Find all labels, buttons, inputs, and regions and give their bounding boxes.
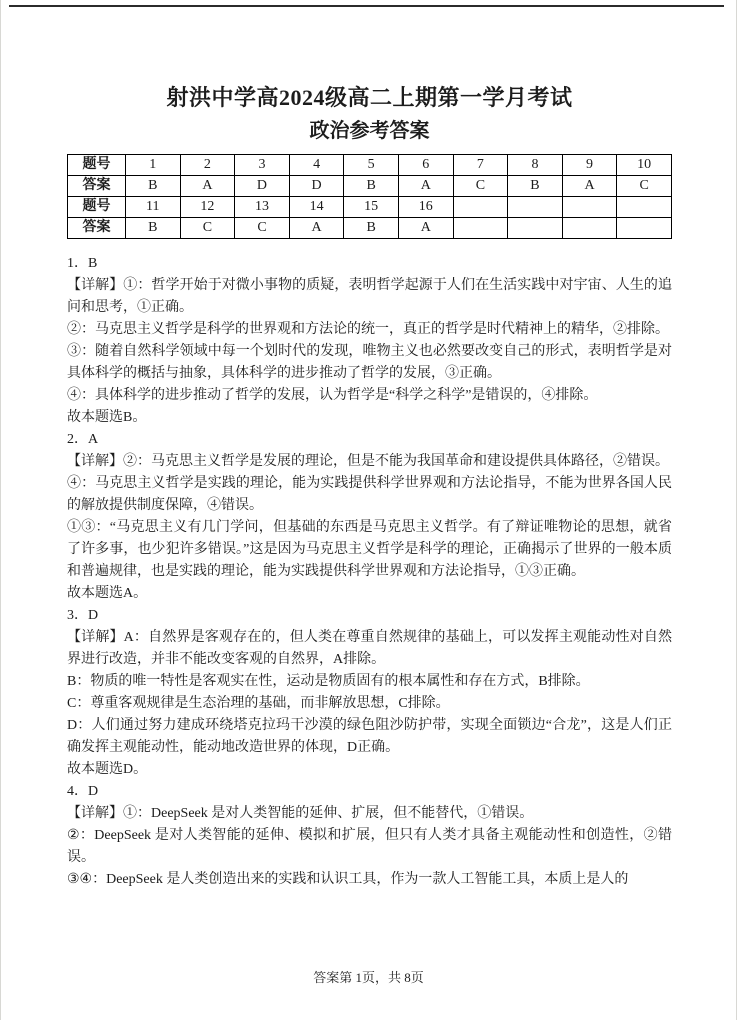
explanation-paragraph: ②：DeepSeek 是对人类智能的延伸、模拟和扩展，但只有人类才具备主观能动性和创造性，②错误。: [67, 828, 672, 865]
explanation-paragraph: D：人们通过努力建成环绕塔克拉玛干沙漠的绿色阻沙防护带，实现全面锁边“合龙”，这是人们正确发挥主观能动性，能动地改造世界的体现，D正确。: [67, 718, 672, 755]
explanation-paragraph: 【详解】①：哲学开始于对微小事物的质疑，表明哲学起源于人们在生活实践中对宇宙、人生的追问和思考，①正确。: [67, 278, 672, 315]
answer-row-label: 题号: [68, 155, 126, 176]
answer-table-row: [68, 218, 672, 239]
answer-cell: 10: [617, 155, 672, 176]
answer-cell: A: [289, 218, 344, 239]
answer-cell: 15: [344, 197, 399, 218]
answer-cell: [562, 218, 617, 239]
answer-cell: 2: [180, 155, 235, 176]
answer-cell: 9: [562, 155, 617, 176]
answer-row-label: 答案: [68, 176, 126, 197]
answer-cell: 14: [289, 197, 344, 218]
answer-cell: D: [235, 176, 290, 197]
answer-cell: [508, 218, 563, 239]
answer-cell: C: [617, 176, 672, 197]
answer-cell: A: [562, 176, 617, 197]
explanation-paragraph: ③④：DeepSeek 是人类创造出来的实践和认识工具，作为一款人工智能工具，本质上是人的: [67, 872, 629, 887]
document-body: [67, 253, 672, 891]
answer-cell: 12: [180, 197, 235, 218]
answer-cell: 1: [126, 155, 181, 176]
answer-table-row: [68, 155, 672, 176]
explanation-paragraph: 【详解】①：DeepSeek 是对人类智能的延伸、扩展，但不能替代，①错误。: [67, 806, 534, 821]
question-answer-heading: 1．B: [67, 256, 98, 271]
explanation-paragraph: ③：随着自然科学领域中每一个划时代的发现，唯物主义也必然要改变自己的形式，表明哲学是对具体科学的概括与抽象，具体科学的进步推动了哲学的发展，③正确。: [67, 344, 672, 381]
page-title: 射洪中学高2024级高二上期第一学月考试: [166, 85, 573, 110]
explanation-paragraph: 故本题选B。: [67, 410, 147, 425]
answer-cell: 4: [289, 155, 344, 176]
answer-cell: 13: [235, 197, 290, 218]
explanation-paragraph: 【详解】A：自然界是客观存在的，但人类在尊重自然规律的基础上，可以发挥主观能动性对自然界进行改造，并非不能改变客观的自然界，A排除。: [67, 630, 672, 667]
question-answer-heading: 2．A: [67, 432, 99, 447]
answer-cell: 6: [398, 155, 453, 176]
explanation-paragraph: 故本题选A。: [67, 586, 148, 601]
page-content: [1, 0, 736, 891]
answer-cell: A: [398, 218, 453, 239]
answer-cell: B: [126, 218, 181, 239]
answer-table-row: [68, 197, 672, 218]
answer-cell: 7: [453, 155, 508, 176]
answer-cell: [508, 197, 563, 218]
explanation-paragraph: ④：马克思主义哲学是实践的理论，能为实践提供科学世界观和方法论指导，不能为世界各国人民的解放提供制度保障，④错误。: [67, 476, 672, 513]
answer-cell: A: [180, 176, 235, 197]
answer-cell: D: [289, 176, 344, 197]
answer-cell: [453, 197, 508, 218]
answer-cell: B: [508, 176, 563, 197]
answer-cell: C: [235, 218, 290, 239]
answer-row-label: 题号: [68, 197, 126, 218]
question-answer-heading: 4．D: [67, 784, 99, 799]
explanation-paragraph: B：物质的唯一特性是客观实在性，运动是物质固有的根本属性和存在方式，B排除。: [67, 674, 590, 689]
answer-cell: [617, 197, 672, 218]
answer-cell: B: [126, 176, 181, 197]
answer-cell: [453, 218, 508, 239]
answer-cell: C: [453, 176, 508, 197]
explanation-paragraph: C：尊重客观规律是生态治理的基础，而非解放思想，C排除。: [67, 696, 450, 711]
answer-cell: 8: [508, 155, 563, 176]
answer-cell: C: [180, 218, 235, 239]
answer-table: [67, 154, 672, 239]
answer-cell: 5: [344, 155, 399, 176]
answer-cell: B: [344, 218, 399, 239]
explanation-paragraph: ①③：“马克思主义有几门学问，但基础的东西是马克思主义哲学。有了辩证唯物论的思想，就省了许多事，也少犯许多错误。”这是因为马克思主义哲学是科学的理论，正确揭示了世界的一般本质和普遍规律，也是实践的理论，能为实践提供科学世界观和方法论指导，①③正确。: [67, 520, 672, 579]
answer-cell: [562, 197, 617, 218]
answer-cell: 16: [398, 197, 453, 218]
answer-cell: [617, 218, 672, 239]
answer-cell: 11: [126, 197, 181, 218]
explanation-paragraph: 【详解】②：马克思主义哲学是发展的理论，但是不能为我国革命和建设提供具体路径，②错误。: [67, 454, 669, 469]
explanation-paragraph: ④：具体科学的进步推动了哲学的发展，认为哲学是“科学之科学”是错误的，④排除。: [67, 388, 598, 403]
explanation-paragraph: 故本题选D。: [67, 762, 148, 777]
answer-cell: A: [398, 176, 453, 197]
answer-table-row: [68, 176, 672, 197]
explanation-paragraph: ②：马克思主义哲学是科学的世界观和方法论的统一，真正的哲学是时代精神上的精华，②排除。: [67, 322, 669, 337]
question-answer-heading: 3．D: [67, 608, 99, 623]
page-subtitle: 政治参考答案: [309, 120, 430, 142]
answer-row-label: 答案: [68, 218, 126, 239]
answer-cell: 3: [235, 155, 290, 176]
page-footer: 答案第 1页，共 8页: [313, 970, 424, 985]
answer-cell: B: [344, 176, 399, 197]
